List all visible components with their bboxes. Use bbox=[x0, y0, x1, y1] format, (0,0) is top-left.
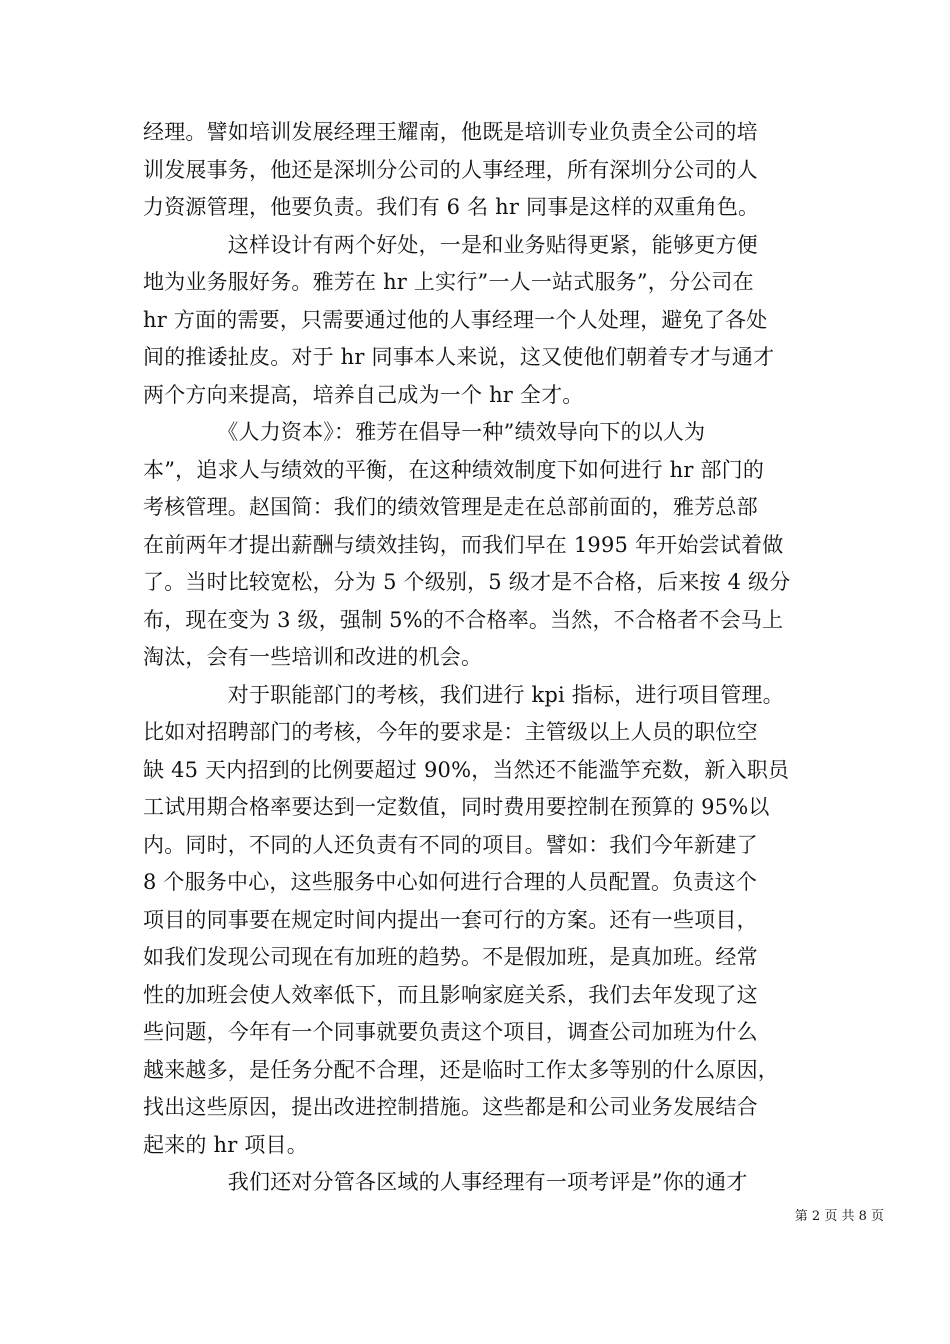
text-line: 越来越多，是任务分配不合理，还是临时工作太多等别的什么原因， bbox=[143, 1057, 779, 1082]
text-line: 训发展事务，他还是深圳分公司的人事经理，所有深圳分公司的人 bbox=[143, 157, 758, 182]
text-line: 对于职能部门的考核，我们进行 kpi 指标，进行项目管理。 bbox=[143, 682, 784, 707]
text-line: 比如对招聘部门的考核，今年的要求是：主管级以上人员的职位空 bbox=[143, 720, 758, 744]
text-line: 内。同时，不同的人还负责有不同的项目。譬如：我们今年新建了 bbox=[143, 832, 758, 857]
text-line: 淘汰，会有一些培训和改进的机会。 bbox=[143, 645, 483, 669]
text-line: hr 方面的需要，只需要通过他的人事经理一个人处理，避免了各处 bbox=[143, 307, 768, 332]
text-line: 这样设计有两个好处，一是和业务贴得更紧，能够更方便 bbox=[143, 232, 758, 257]
text-line: 地为业务服好务。雅芳在 hr 上实行”一人一站式服务”，分公司在 bbox=[143, 270, 754, 294]
text-line: 项目的同事要在规定时间内提出一套可行的方案。还有一些项目， bbox=[143, 907, 758, 932]
text-line: 经理。譬如培训发展经理王耀南，他既是培训专业负责全公司的培 bbox=[143, 120, 758, 144]
text-line: 些问题，今年有一个同事就要负责这个项目，调查公司加班为什么 bbox=[143, 1020, 758, 1044]
text-line: 找出这些原因，提出改进控制措施。这些都是和公司业务发展结合 bbox=[143, 1095, 758, 1119]
text-line: 性的加班会使人效率低下，而且影响家庭关系，我们去年发现了这 bbox=[143, 982, 758, 1007]
text-line: 本”，追求人与绩效的平衡，在这种绩效制度下如何进行 hr 部门的 bbox=[143, 457, 765, 482]
page-number-footer: 第 2 页 共 8 页 bbox=[794, 1209, 884, 1224]
text-line: 两个方向来提高，培养自己成为一个 hr 全才。 bbox=[143, 382, 584, 407]
body-text bbox=[143, 114, 833, 1202]
text-line: 间的推诿扯皮。对于 hr 同事本人来说，这又使他们朝着专才与通才 bbox=[143, 345, 775, 369]
text-line: 考核管理。赵国简：我们的绩效管理是走在总部前面的，雅芳总部 bbox=[143, 495, 758, 519]
text-line: 8 个服务中心，这些服务中心如何进行合理的人员配置。负责这个 bbox=[143, 870, 758, 894]
text-line: 在前两年才提出薪酬与绩效挂钩，而我们早在 1995 年开始尝试着做 bbox=[143, 532, 784, 557]
text-line: 起来的 hr 项目。 bbox=[143, 1132, 308, 1157]
text-line: 工试用期合格率要达到一定数值，同时费用要控制在预算的 95%以 bbox=[143, 795, 770, 819]
text-line: 布，现在变为 3 级，强制 5%的不合格率。当然，不合格者不会马上 bbox=[143, 607, 784, 632]
text-line: 缺 45 天内招到的比例要超过 90%，当然还不能滥竽充数，新入职员 bbox=[143, 757, 790, 782]
text-line: 力资源管理，他要负责。我们有 6 名 hr 同事是这样的双重角色。 bbox=[143, 195, 760, 219]
text-line: 了。当时比较宽松，分为 5 个级别，5 级才是不合格，后来按 4 级分 bbox=[143, 570, 791, 594]
text-line: 如我们发现公司现在有加班的趋势。不是假加班，是真加班。经常 bbox=[143, 945, 758, 969]
text-line: 《人力资本》：雅芳在倡导一种”绩效导向下的以人为 bbox=[143, 420, 706, 444]
text-line: 我们还对分管各区域的人事经理有一项考评是”你的通才 bbox=[143, 1170, 748, 1194]
